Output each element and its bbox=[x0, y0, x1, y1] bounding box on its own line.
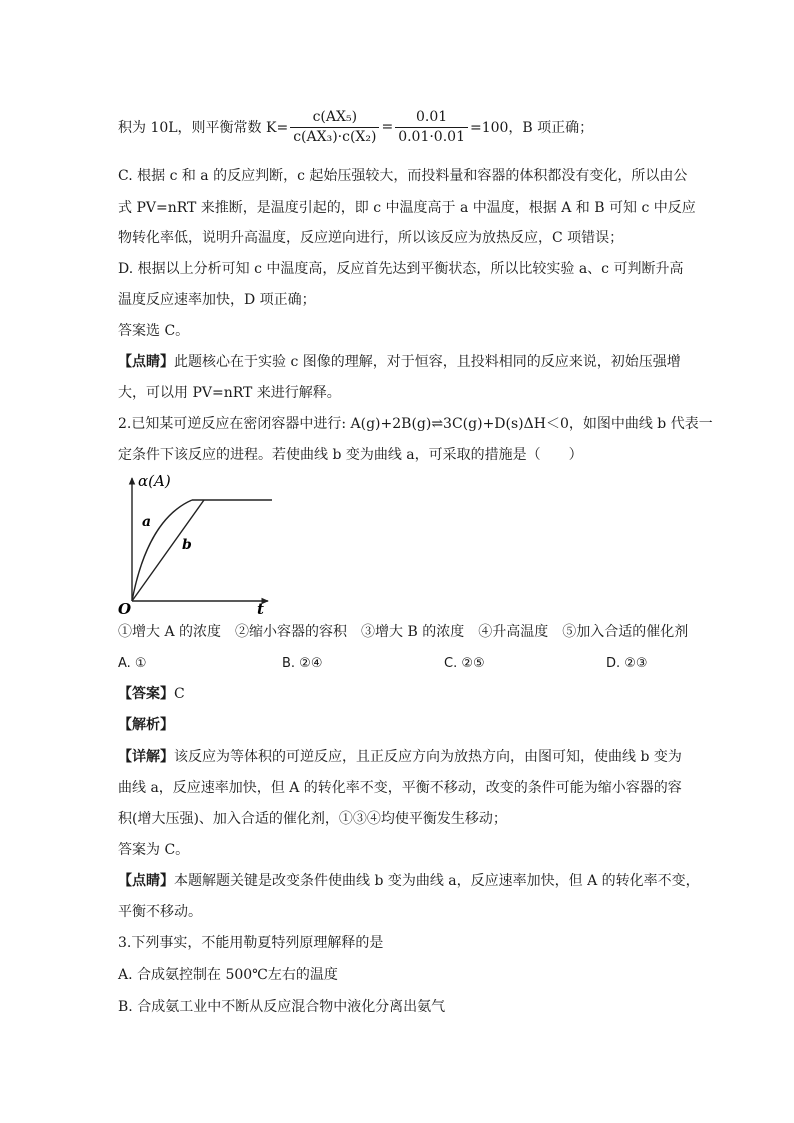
tip-line bbox=[118, 352, 681, 372]
tip-line bbox=[118, 871, 700, 891]
paragraph-line: C. 根据 c 和 a 的反应判断，c 起始压强较大，而投料量和容器的体积都没有变化，所以由公 bbox=[118, 168, 688, 184]
answer-line: 答案选 C。 bbox=[118, 323, 190, 339]
question-2-stem: 2.已知某可逆反应在密闭容器中进行: A(g)+2B(g)⇌3C(g)+D(s)ΔH＜0，如图中曲线 b 代表一 bbox=[118, 416, 713, 432]
paragraph-line: 曲线 a，反应速率加快，但 A 的转化率不变，平衡不移动，改变的条件可能为缩小容器的容 bbox=[118, 780, 682, 796]
fraction-denominator-value: 0.01·0.01 bbox=[398, 128, 465, 145]
detail-label: 【详解】 bbox=[118, 749, 174, 765]
fraction-k-values bbox=[395, 108, 468, 147]
option-d: D. ②③ bbox=[606, 656, 648, 671]
tip-text: 此题核心在于实验 c 图像的理解，对于恒容，且投料相同的反应来说，初始压强增 bbox=[174, 354, 681, 370]
paragraph-line: D. 根据以上分析可知 c 中温度高，反应首先达到平衡状态，所以比较实验 a、c 可判断升高 bbox=[118, 261, 684, 277]
answer-label: 【答案】 bbox=[118, 686, 174, 702]
tip-label: 【点睛】 bbox=[118, 873, 174, 889]
detail-text: 该反应为等体积的可逆反应，且正反应方向为放热方向，由图可知，使曲线 b 变为 bbox=[174, 749, 682, 765]
formula-suffix: =100，B 项正确； bbox=[469, 120, 594, 136]
x-axis-label: t bbox=[257, 600, 264, 616]
analysis-label: 【解析】 bbox=[118, 717, 174, 733]
question-2-items: ①增大 A 的浓度 ②缩小容器的容积 ③增大 B 的浓度 ④升高温度 ⑤加入合适的催化剂 bbox=[118, 624, 689, 640]
curve-a-label: a bbox=[142, 514, 152, 530]
option-b: B. ②④ bbox=[282, 656, 323, 671]
formula-equals: = bbox=[381, 119, 394, 135]
equilibrium-constant-formula bbox=[118, 104, 593, 150]
question-3-option-b: B. 合成氨工业中不断从反应混合物中液化分离出氨气 bbox=[118, 999, 446, 1015]
formula-prefix: 积为 10L，则平衡常数 K= bbox=[118, 120, 289, 136]
paragraph-line: 平衡不移动。 bbox=[118, 904, 202, 920]
answer-line: 答案为 C。 bbox=[118, 842, 190, 858]
reaction-progress-graph bbox=[112, 468, 282, 616]
paragraph-line: 温度反应速率加快，D 项正确； bbox=[118, 292, 316, 308]
paragraph-line: 积(增大压强)、加入合适的催化剂，①③④均使平衡发生移动； bbox=[118, 811, 507, 827]
tip-text: 本题解题关键是改变条件使曲线 b 变为曲线 a，反应速率加快，但 A 的转化率不变， bbox=[174, 873, 700, 889]
fraction-numerator-value: 0.01 bbox=[416, 108, 448, 125]
paragraph-line: 式 PV=nRT 来推断，是温度引起的，即 c 中温度高于 a 中温度，根据 A 和 B 可知 c 中反应 bbox=[118, 200, 696, 216]
origin-label: O bbox=[118, 600, 132, 616]
option-c: C. ②⑤ bbox=[444, 656, 485, 671]
fraction-numerator: c(AX₅) bbox=[312, 108, 358, 125]
question-3-option-a: A. 合成氨控制在 500℃左右的温度 bbox=[118, 967, 338, 983]
detail-line bbox=[118, 747, 682, 767]
question-3-stem: 3.下列事实，不能用勒夏特列原理解释的是 bbox=[118, 935, 384, 951]
y-axis-label: α(A) bbox=[138, 472, 171, 490]
option-a: A. ① bbox=[118, 656, 147, 671]
curve-b-label: b bbox=[182, 537, 192, 553]
fraction-denominator: c(AX₃)·c(X₂) bbox=[293, 128, 377, 145]
answer-line bbox=[118, 684, 185, 704]
tip-label: 【点睛】 bbox=[118, 354, 174, 370]
paragraph-line: 大，可以用 PV=nRT 来进行解释。 bbox=[118, 385, 341, 401]
answer-value: C bbox=[174, 686, 185, 702]
fraction-k-expression bbox=[290, 108, 379, 147]
paragraph-line: 物转化率低，说明升高温度，反应逆向进行，所以该反应为放热反应，C 项错误； bbox=[118, 230, 624, 246]
question-2-stem-cont: 定条件下该反应的进程。若使曲线 b 变为曲线 a，可采取的措施是（ ） bbox=[118, 447, 583, 463]
